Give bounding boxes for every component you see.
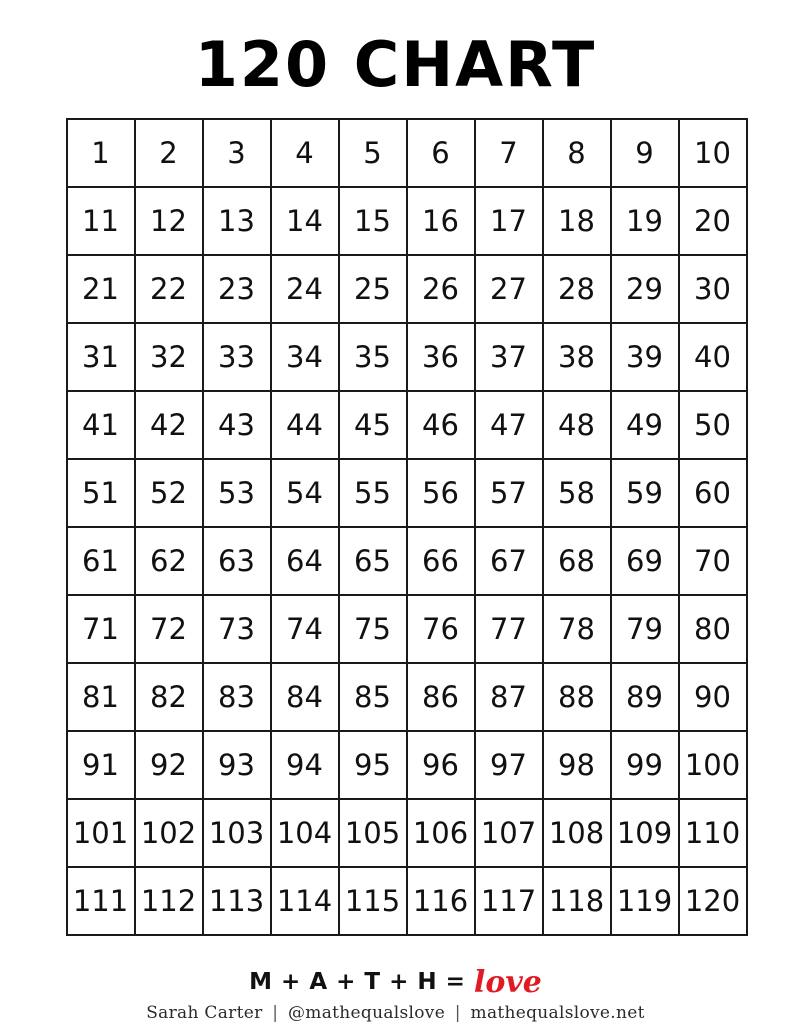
table-row [67, 731, 747, 799]
number-cell: 25 [339, 255, 407, 323]
number-cell: 27 [475, 255, 543, 323]
math-equals-love-line [66, 962, 726, 1000]
number-cell: 71 [67, 595, 135, 663]
number-cell: 28 [543, 255, 611, 323]
number-cell: 48 [543, 391, 611, 459]
number-cell: 40 [679, 323, 747, 391]
number-cell: 20 [679, 187, 747, 255]
number-cell: 114 [271, 867, 339, 935]
number-cell: 96 [407, 731, 475, 799]
math-piece-t: T [364, 969, 384, 995]
number-cell: 5 [339, 119, 407, 187]
number-cell: 64 [271, 527, 339, 595]
credits-line [66, 1003, 726, 1023]
math-piece-equals: = [445, 969, 468, 995]
number-cell: 109 [611, 799, 679, 867]
number-cell: 93 [203, 731, 271, 799]
number-cell: 81 [67, 663, 135, 731]
number-cell: 61 [67, 527, 135, 595]
table-row [67, 391, 747, 459]
number-cell: 39 [611, 323, 679, 391]
number-cell: 16 [407, 187, 475, 255]
number-cell: 85 [339, 663, 407, 731]
number-cell: 36 [407, 323, 475, 391]
number-cell: 75 [339, 595, 407, 663]
math-piece-plus-3: + [389, 969, 412, 995]
number-cell: 44 [271, 391, 339, 459]
number-cell: 82 [135, 663, 203, 731]
number-cell: 51 [67, 459, 135, 527]
number-cell: 49 [611, 391, 679, 459]
number-cell: 53 [203, 459, 271, 527]
math-piece-h: H [417, 969, 440, 995]
page-title: 120 CHART [194, 28, 597, 101]
credit-author: Sarah Carter [146, 1003, 263, 1023]
credit-separator-1: | [272, 1003, 279, 1023]
number-cell: 29 [611, 255, 679, 323]
number-cell: 94 [271, 731, 339, 799]
number-cell: 26 [407, 255, 475, 323]
number-cell: 55 [339, 459, 407, 527]
number-cell: 58 [543, 459, 611, 527]
number-cell: 66 [407, 527, 475, 595]
number-cell: 102 [135, 799, 203, 867]
number-cell: 72 [135, 595, 203, 663]
number-cell: 19 [611, 187, 679, 255]
number-cell: 112 [135, 867, 203, 935]
number-cell: 119 [611, 867, 679, 935]
number-cell: 69 [611, 527, 679, 595]
number-chart-body [67, 119, 747, 935]
number-cell: 46 [407, 391, 475, 459]
number-cell: 77 [475, 595, 543, 663]
number-cell: 73 [203, 595, 271, 663]
credit-separator-2: | [454, 1003, 461, 1023]
number-chart-table [66, 118, 748, 936]
number-cell: 99 [611, 731, 679, 799]
table-row [67, 799, 747, 867]
number-cell: 87 [475, 663, 543, 731]
number-cell: 43 [203, 391, 271, 459]
number-cell: 9 [611, 119, 679, 187]
number-cell: 108 [543, 799, 611, 867]
number-cell: 52 [135, 459, 203, 527]
table-row [67, 527, 747, 595]
number-cell: 80 [679, 595, 747, 663]
number-cell: 41 [67, 391, 135, 459]
number-cell: 106 [407, 799, 475, 867]
number-cell: 23 [203, 255, 271, 323]
number-cell: 92 [135, 731, 203, 799]
table-row [67, 595, 747, 663]
number-cell: 90 [679, 663, 747, 731]
number-cell: 98 [543, 731, 611, 799]
number-cell: 97 [475, 731, 543, 799]
number-cell: 84 [271, 663, 339, 731]
number-cell: 74 [271, 595, 339, 663]
number-cell: 8 [543, 119, 611, 187]
table-row [67, 187, 747, 255]
credit-handle: @mathequalslove [288, 1003, 446, 1023]
number-cell: 10 [679, 119, 747, 187]
number-cell: 37 [475, 323, 543, 391]
number-cell: 88 [543, 663, 611, 731]
number-cell: 107 [475, 799, 543, 867]
table-row [67, 663, 747, 731]
number-cell: 57 [475, 459, 543, 527]
number-cell: 105 [339, 799, 407, 867]
number-cell: 47 [475, 391, 543, 459]
number-cell: 118 [543, 867, 611, 935]
number-cell: 83 [203, 663, 271, 731]
footer [66, 962, 726, 1023]
number-cell: 60 [679, 459, 747, 527]
number-cell: 103 [203, 799, 271, 867]
number-cell: 104 [271, 799, 339, 867]
number-cell: 68 [543, 527, 611, 595]
number-cell: 30 [679, 255, 747, 323]
number-cell: 18 [543, 187, 611, 255]
number-cell: 120 [679, 867, 747, 935]
math-piece-a: A [309, 969, 331, 995]
number-cell: 54 [271, 459, 339, 527]
number-cell: 63 [203, 527, 271, 595]
number-cell: 14 [271, 187, 339, 255]
number-cell: 31 [67, 323, 135, 391]
table-row [67, 119, 747, 187]
number-cell: 113 [203, 867, 271, 935]
number-cell: 33 [203, 323, 271, 391]
number-cell: 70 [679, 527, 747, 595]
number-cell: 2 [135, 119, 203, 187]
number-cell: 38 [543, 323, 611, 391]
number-cell: 1 [67, 119, 135, 187]
math-piece-m: M [249, 969, 276, 995]
math-piece-plus-2: + [336, 969, 359, 995]
number-cell: 4 [271, 119, 339, 187]
table-row [67, 867, 747, 935]
number-cell: 62 [135, 527, 203, 595]
number-cell: 45 [339, 391, 407, 459]
math-piece-plus-1: + [281, 969, 304, 995]
number-cell: 21 [67, 255, 135, 323]
number-cell: 22 [135, 255, 203, 323]
number-cell: 116 [407, 867, 475, 935]
number-cell: 12 [135, 187, 203, 255]
number-cell: 3 [203, 119, 271, 187]
number-cell: 24 [271, 255, 339, 323]
number-cell: 59 [611, 459, 679, 527]
number-cell: 91 [67, 731, 135, 799]
number-cell: 6 [407, 119, 475, 187]
number-cell: 42 [135, 391, 203, 459]
number-cell: 101 [67, 799, 135, 867]
number-cell: 86 [407, 663, 475, 731]
number-cell: 65 [339, 527, 407, 595]
number-cell: 117 [475, 867, 543, 935]
number-cell: 100 [679, 731, 747, 799]
table-row [67, 255, 747, 323]
number-cell: 50 [679, 391, 747, 459]
number-chart-container [66, 118, 741, 936]
number-cell: 13 [203, 187, 271, 255]
number-cell: 78 [543, 595, 611, 663]
credit-website: mathequalslove.net [470, 1003, 645, 1023]
table-row [67, 323, 747, 391]
number-cell: 34 [271, 323, 339, 391]
number-cell: 89 [611, 663, 679, 731]
number-cell: 110 [679, 799, 747, 867]
number-cell: 17 [475, 187, 543, 255]
number-cell: 35 [339, 323, 407, 391]
number-cell: 115 [339, 867, 407, 935]
number-cell: 7 [475, 119, 543, 187]
number-cell: 32 [135, 323, 203, 391]
number-cell: 67 [475, 527, 543, 595]
love-script-word: love [473, 965, 542, 1000]
number-cell: 11 [67, 187, 135, 255]
number-cell: 15 [339, 187, 407, 255]
number-cell: 111 [67, 867, 135, 935]
number-cell: 56 [407, 459, 475, 527]
number-cell: 76 [407, 595, 475, 663]
number-cell: 95 [339, 731, 407, 799]
number-cell: 79 [611, 595, 679, 663]
table-row [67, 459, 747, 527]
